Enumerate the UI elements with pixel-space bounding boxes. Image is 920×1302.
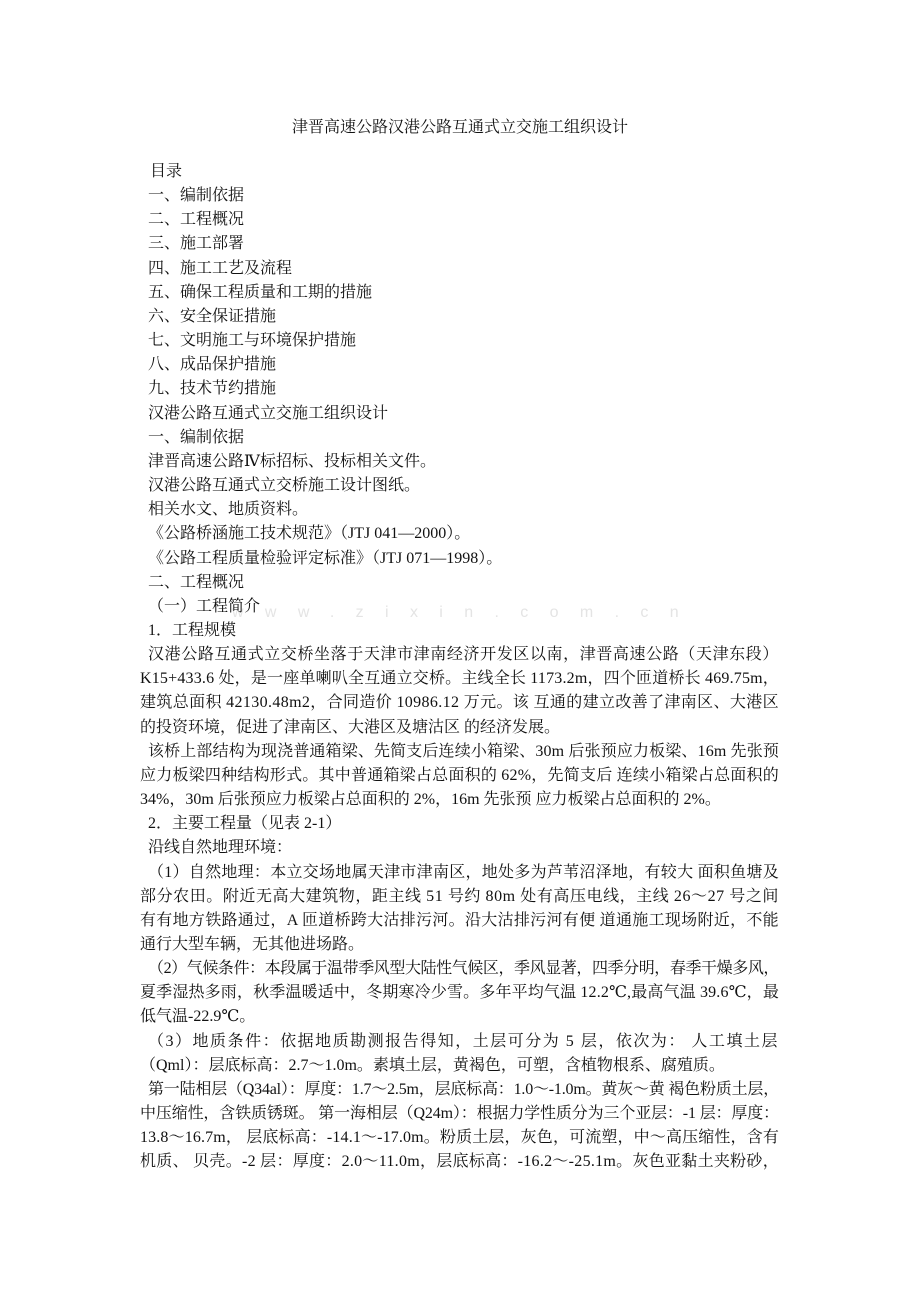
toc-item: 四、施工工艺及流程	[148, 259, 293, 277]
subsection-heading: （一）工程简介	[148, 597, 261, 615]
paragraph-line: （Qml）：层底标高：2.7～1.0m。素填土层，黄褐色，可塑，含植物根系、腐殖质。	[140, 1056, 725, 1074]
reference-item: 相关水文、地质资料。	[148, 501, 309, 519]
paragraph-line: 低气温-22.9℃。	[140, 1008, 256, 1026]
subsection-heading: 1．工程规模	[148, 621, 237, 639]
paragraph-line: （1）自然地理：本立交场地属天津市津南区，地处多为芦苇沼泽地，有较大 面积鱼塘及	[148, 863, 779, 881]
toc-item: 八、成品保护措施	[148, 356, 277, 374]
reference-item: 汉港公路互通式立交桥施工设计图纸。	[148, 477, 421, 495]
watermark: www.zixin.com.cn	[232, 604, 700, 621]
toc-item: 二、工程概况	[148, 211, 245, 229]
toc-item: 七、文明施工与环境保护措施	[148, 332, 357, 350]
document-subtitle: 汉港公路互通式立交施工组织设计	[148, 404, 389, 422]
toc-heading: 目录	[150, 163, 183, 180]
document-title: 津晋高速公路汉港公路互通式立交施工组织设计	[291, 119, 628, 136]
toc-item: 三、施工部署	[148, 235, 245, 253]
toc-item: 九、技术节约措施	[148, 380, 277, 398]
paragraph-line: （3）地质条件：依据地质勘测报告得知，土层可分为 5 层，依次为： 人工填土层	[148, 1032, 779, 1050]
reference-item: 《公路工程质量检验评定标准》（JTJ 071—1998）。	[148, 549, 503, 567]
paragraph-line: 中压缩性，含铁质锈斑。 第一海相层（Q24m）：根据力学性质分为三个亚层：-1 层：厚度：	[140, 1105, 779, 1123]
paragraph-line: 通行大型车辆，无其他进场路。	[140, 936, 365, 953]
paragraph-line: 34%，30m 后张预应力板梁占总面积的 2%，16m 先张预 应力板梁占总面积的 2%。	[140, 791, 721, 809]
paragraph-line: 应力板梁四种结构形式。其中普通箱梁占总面积的 62%，先简支后 连续小箱梁占总面积的	[140, 766, 779, 784]
subsection-heading: 2．主要工程量（见表 2-1）	[148, 815, 342, 833]
document-body	[140, 160, 779, 1175]
reference-item: 《公路桥涵施工技术规范》（JTJ 041—2000）。	[148, 525, 471, 543]
paragraph-line: 的投资环境，促进了津南区、大港区及塘沽区 的经济发展。	[140, 718, 561, 736]
subsection-heading: 沿线自然地理环境：	[148, 839, 293, 857]
toc-item: 五、确保工程质量和工期的措施	[148, 283, 373, 301]
toc-item: 六、安全保证措施	[148, 307, 277, 325]
paragraph-line: 13.8～16.7m， 层底标高：-14.1～-17.0m。粉质土层，灰色，可流塑，中～高压缩性，含有	[140, 1129, 779, 1147]
paragraph-line: 有有地方铁路通过，A 匝道桥跨大沽排污河。沿大沽排污河有便 道通施工现场附近，不能	[140, 911, 779, 929]
section-heading: 一、编制依据	[148, 428, 245, 446]
paragraph-line: 汉港公路互通式立交桥坐落于天津市津南经济开发区以南，津晋高速公路（天津东段）	[148, 646, 779, 664]
toc-item: 一、编制依据	[148, 187, 245, 205]
section-heading: 二、工程概况	[148, 573, 245, 591]
paragraph-line: 机质、 贝壳。-2 层：厚度：2.0～11.0m，层底标高：-16.2～-25.1m。灰色亚黏土夹粉砂，	[140, 1153, 779, 1171]
paragraph-line: 部分农田。附近无高大建筑物，距主线 51 号约 80m 处有高压电线，主线 26～27 号之间	[140, 887, 779, 905]
paragraph-line: K15+433.6 处，是一座单喇叭全互通立交桥。主线全长 1173.2m，四个匝道桥长 469.75m，	[140, 670, 779, 688]
paragraph-line: 夏季湿热多雨，秋季温暖适中，冬期寒冷少雪。多年平均气温 12.2℃,最高气温 39.6℃，最	[140, 984, 779, 1002]
paragraph-line: 该桥上部结构为现浇普通箱梁、先简支后连续小箱梁、30m 后张预应力板梁、16m 先张预	[148, 742, 779, 760]
reference-item: 津晋高速公路Ⅳ标招标、投标相关文件。	[148, 452, 436, 470]
paragraph-line: 第一陆相层（Q34al）：厚度：1.7～2.5m，层底标高：1.0～-1.0m。黄灰～黄 褐色粉质土层，	[148, 1080, 779, 1098]
paragraph-line: （2）气候条件：本段属于温带季风型大陆性气候区，季风显著，四季分明，春季干燥多风，	[148, 960, 779, 978]
paragraph-line: 建筑总面积 42130.48m2，合同造价 10986.12 万元。该 互通的建立改善了津南区、大港区	[140, 694, 779, 712]
